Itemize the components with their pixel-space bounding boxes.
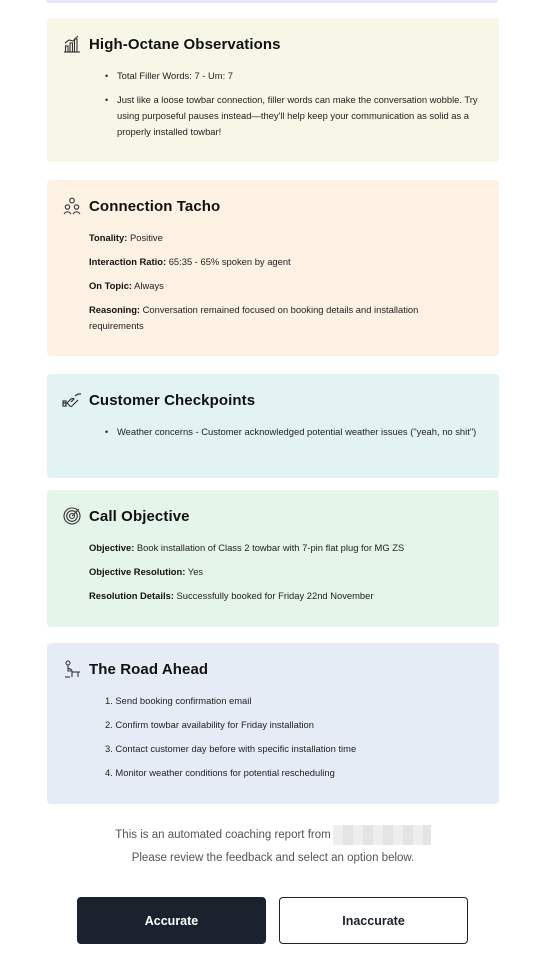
observations-title: High-Octane Observations (89, 35, 281, 53)
list-item: 1. Send booking confirmation email (105, 695, 252, 706)
checkpoints-title: Customer Checkpoints (89, 391, 256, 409)
tacho-reasoning: Reasoning: Conversation remained focused on booking details and installation requirements (89, 304, 419, 331)
checkpoints-card (47, 374, 499, 478)
objective-text: Objective: Book installation of Class 2 towbar with 7-pin flat plug for MG ZS (89, 542, 405, 553)
tacho-tonality: Tonality: Positive (89, 232, 163, 243)
road-card (47, 643, 499, 804)
redacted-company-name (333, 825, 431, 845)
footer-line-2: Please review the feedback and select an option below. (131, 852, 415, 864)
observations-list (105, 68, 479, 140)
objective-card (47, 490, 499, 627)
list-item: 3. Contact customer day before with specific installation time (105, 743, 357, 754)
tacho-title: Connection Tacho (89, 197, 221, 215)
road-title: The Road Ahead (89, 660, 209, 678)
list-item: • Weather concerns - Customer acknowledged potential weather issues ("yeah, no shit") (105, 424, 479, 440)
inaccurate-button[interactable]: Inaccurate (279, 897, 468, 944)
list-item: 4. Monitor weather conditions for potential rescheduling (105, 767, 335, 778)
footer-line-1: This is an automated coaching report from (0, 825, 546, 845)
tacho-header (62, 196, 220, 216)
tacho-ratio: Interaction Ratio: 65:35 - 65% spoken by agent (89, 256, 291, 267)
desk-person-icon (62, 659, 82, 679)
people-icon (62, 196, 82, 216)
checkpoints-header (62, 390, 255, 410)
observations-card (47, 18, 499, 162)
list-item: • Total Filler Words: 7 - Um: 7 (105, 68, 479, 84)
list-item: 2. Confirm towbar availability for Friday installation (105, 719, 314, 730)
target-icon (62, 506, 82, 526)
road-header (62, 659, 208, 679)
list-item: • Just like a loose towbar connection, filler words can make the conversation wobble. Try using purposeful pauses instead—they'll help keep your communication as solid as a properly installed towbar! (105, 92, 479, 140)
observations-header (62, 34, 281, 54)
accurate-button[interactable]: Accurate (77, 897, 266, 944)
objective-resolution: Objective Resolution: Yes (89, 566, 204, 577)
top-strip (46, 0, 498, 3)
handshake-icon (62, 390, 82, 410)
objective-title: Call Objective (89, 507, 190, 525)
objective-details: Resolution Details: Successfully booked for Friday 22nd November (89, 590, 374, 601)
objective-header (62, 506, 190, 526)
tacho-card (47, 180, 499, 356)
checkpoints-list (105, 424, 479, 440)
tacho-on-topic: On Topic: Always (89, 280, 164, 291)
bar-chart-icon (62, 34, 82, 54)
road-list (105, 693, 479, 781)
